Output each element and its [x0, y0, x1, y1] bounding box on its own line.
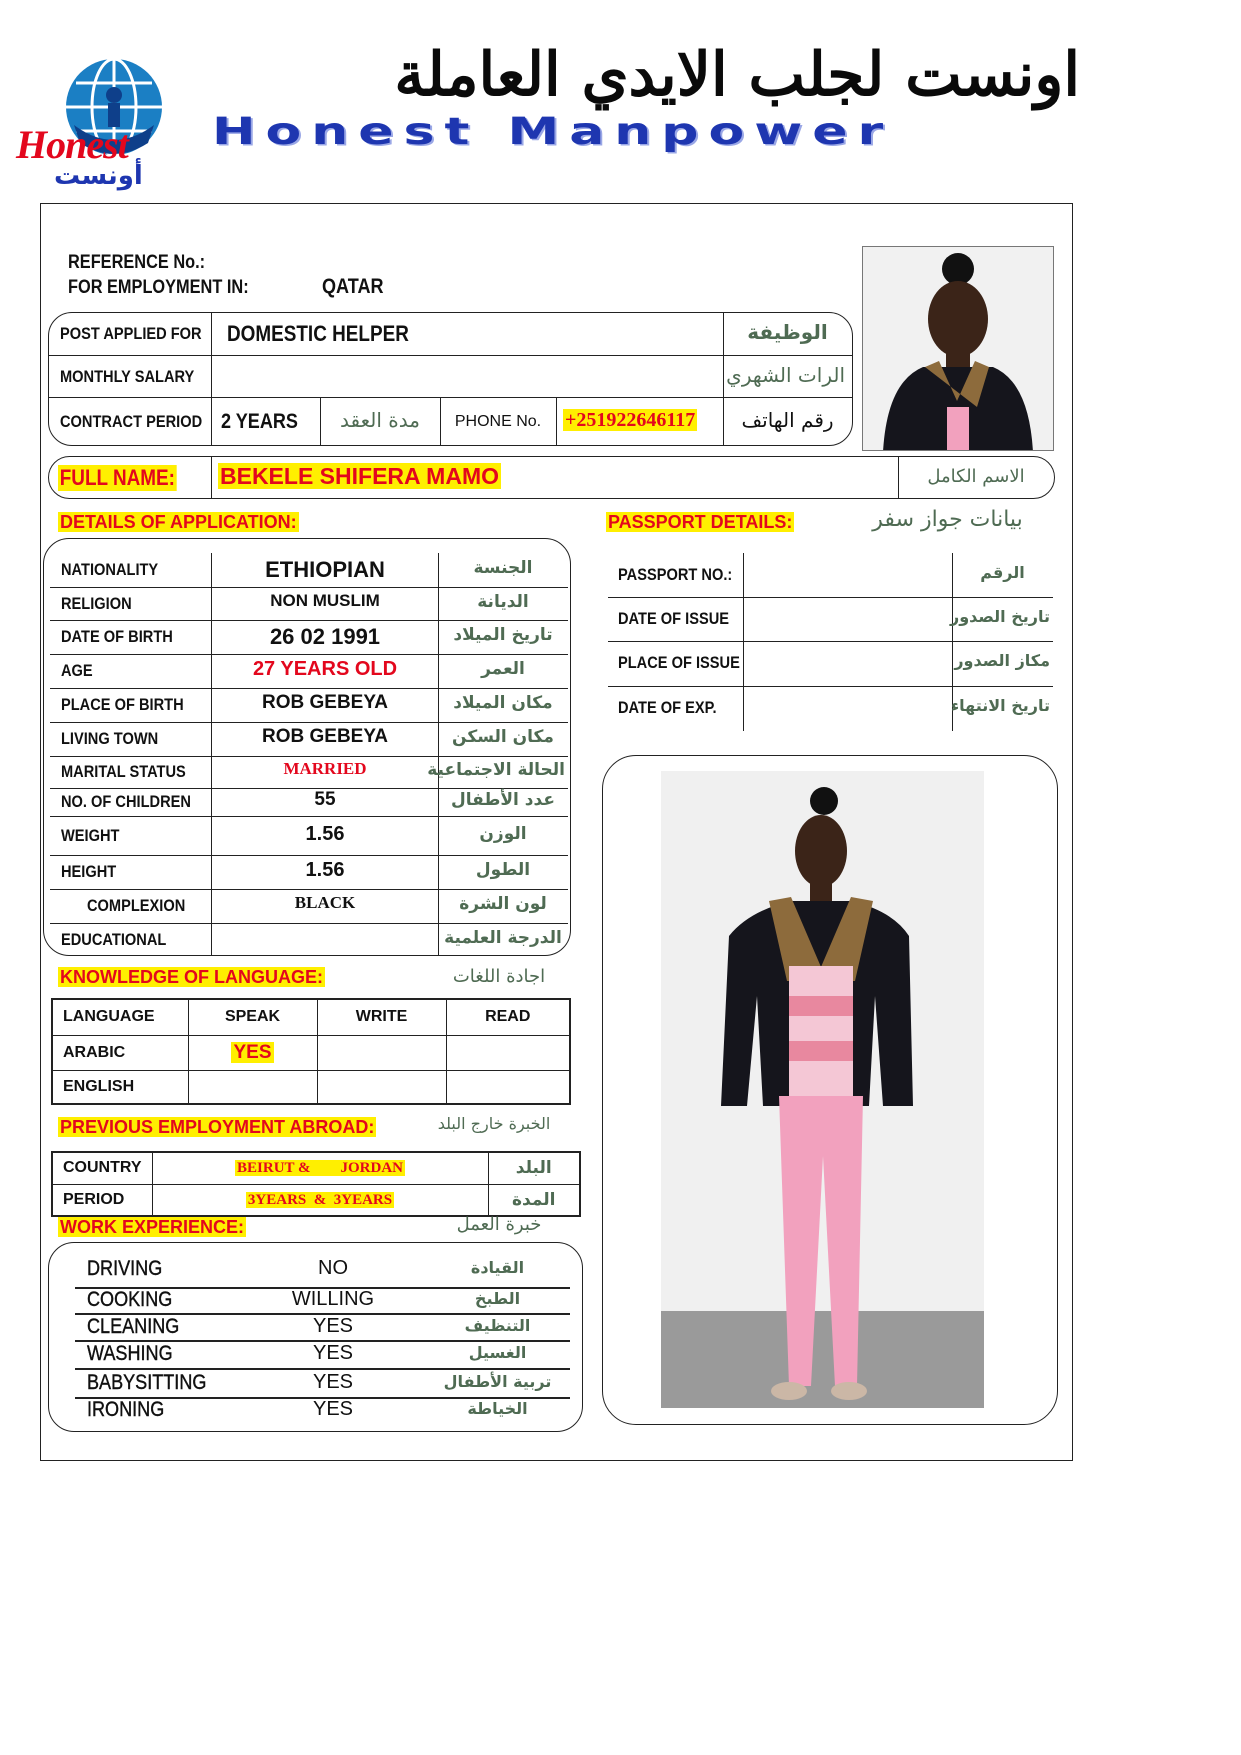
language-english-write [317, 1070, 446, 1104]
work-value: YES [312, 1398, 354, 1420]
details-divider [50, 923, 568, 924]
details-value: ROB GEBEYA [262, 726, 388, 747]
details-label: EDUCATIONAL [61, 929, 167, 949]
passport-label: PASSPORT NO.: [618, 565, 733, 584]
brand-arabic-small: أونست [54, 161, 143, 191]
details-divider [50, 816, 568, 817]
work-ar: القيادة [470, 1258, 525, 1277]
details-value: 26 02 1991 [269, 624, 381, 649]
details-ar: الجنسة [473, 558, 533, 578]
details-value: 27 YEARS OLD [252, 658, 398, 680]
language-col-language: LANGUAGE [52, 999, 188, 1035]
details-label: RELIGION [61, 593, 132, 613]
previous-heading: PREVIOUS EMPLOYMENT ABROAD: [60, 1117, 375, 1137]
work-value: YES [312, 1370, 354, 1393]
work-label: BABYSITTING [87, 1370, 207, 1394]
work-divider [75, 1368, 570, 1370]
work-heading-ar: خبرة العمل [456, 1214, 542, 1235]
work-ar: التنظيف [464, 1315, 531, 1335]
work-ar: الطبخ [474, 1289, 521, 1308]
details-heading: DETAILS OF APPLICATION: [60, 512, 297, 532]
previous-country-ar: البلد [488, 1152, 580, 1184]
previous-period-value: 3YEARS & 3YEARS [247, 1191, 393, 1208]
previous-heading-ar: الخبرة خارج البلد [437, 1114, 551, 1133]
work-ar: الغسيل [468, 1343, 527, 1362]
work-label: WASHING [87, 1342, 173, 1365]
details-label: PLACE OF BIRTH [61, 695, 184, 714]
title-arabic: اونست لجلب الايدي العاملة [394, 40, 1080, 110]
title-english: Honest Manpower [212, 110, 894, 154]
contract-ar: مدة العقد [340, 408, 420, 432]
work-heading-wrap [58, 1217, 246, 1238]
details-label: MARITAL STATUS [61, 762, 186, 781]
passport-ar: تاريخ الصدور [950, 607, 1050, 626]
language-arabic-read [446, 1035, 570, 1070]
language-english-speak [188, 1070, 317, 1104]
work-ar: الخياطة [467, 1399, 528, 1418]
employment-label: FOR EMPLOYMENT IN: [68, 277, 249, 298]
work-label: COOKING [87, 1288, 173, 1311]
details-divider [50, 654, 568, 655]
details-heading-wrap [58, 512, 299, 533]
contract-label: CONTRACT PERIOD [60, 412, 203, 431]
details-divider [50, 587, 568, 588]
full-name-value-wrap [218, 463, 501, 490]
details-value: 1.56 [305, 822, 345, 845]
language-arabic-speak-cell [188, 1035, 317, 1070]
details-ar: مكان السكن [452, 727, 554, 747]
language-row-english: ENGLISH [52, 1070, 188, 1104]
previous-table [51, 1151, 581, 1217]
full-name-label-wrap [58, 465, 196, 491]
previous-country-value: BEIRUT & JORDAN [237, 1160, 404, 1177]
details-divider [50, 688, 568, 689]
logo [14, 55, 194, 195]
details-label: WEIGHT [61, 825, 120, 845]
details-ar: الدرجة العلمية [444, 927, 562, 948]
post-ar: الوظيفة [747, 320, 828, 344]
language-col-write: WRITE [317, 999, 446, 1035]
person-fullbody-icon [661, 771, 984, 1408]
phone-value-wrap [563, 409, 697, 432]
passport-ar: الرقم [980, 563, 1025, 582]
work-value: NO [318, 1257, 348, 1279]
language-arabic-speak: YES [233, 1041, 272, 1063]
details-divider [50, 620, 568, 621]
work-heading: WORK EXPERIENCE: [60, 1217, 245, 1237]
work-label: IRONING [87, 1398, 165, 1421]
details-label: DATE OF BIRTH [61, 627, 173, 646]
details-label: AGE [61, 661, 93, 680]
details-divider [50, 855, 568, 856]
details-ar: الديانة [477, 591, 529, 612]
applicant-photo-small [862, 246, 1054, 451]
previous-period-label: PERIOD [52, 1184, 152, 1216]
language-col-read: READ [446, 999, 570, 1035]
header [0, 0, 1241, 200]
previous-country-label: COUNTRY [52, 1152, 152, 1184]
details-value: BLACK [294, 893, 356, 912]
phone-value: +251922646117 [565, 409, 696, 431]
previous-heading-wrap [58, 1117, 376, 1138]
language-arabic-write [317, 1035, 446, 1070]
details-label: NATIONALITY [61, 560, 159, 579]
details-label: LIVING TOWN [61, 729, 159, 748]
details-divider [50, 889, 568, 890]
details-value: NON MUSLIM [270, 590, 380, 610]
details-ar: لون الشرة [459, 894, 547, 914]
language-table [51, 998, 571, 1105]
previous-period-cell [152, 1184, 488, 1216]
employment-value: QATAR [322, 275, 384, 298]
language-row-arabic: ARABIC [52, 1035, 188, 1070]
passport-heading-wrap [606, 512, 794, 533]
reference-label: REFERENCE No.: [68, 252, 206, 273]
work-label: CLEANING [87, 1314, 180, 1338]
details-ar: العمر [481, 659, 525, 679]
full-name-label: FULL NAME: [59, 465, 175, 490]
details-value: 1.56 [305, 859, 345, 881]
details-ar: الحالة الاجتماعية [427, 760, 565, 780]
full-name-ar: الاسم الكامل [927, 466, 1025, 487]
details-divider [50, 722, 568, 723]
language-heading-wrap [58, 967, 325, 988]
applicant-photo-large [661, 771, 984, 1408]
post-label: POST APPLIED FOR [60, 324, 202, 343]
phone-ar: رقم الهاتف [741, 408, 834, 432]
details-label: HEIGHT [61, 862, 117, 881]
passport-heading-ar: بيانات جواز سفر [872, 507, 1023, 532]
phone-label: PHONE No. [454, 413, 542, 430]
work-ar: تربية الأطفال [443, 1371, 552, 1391]
details-ar: الطول [475, 860, 531, 880]
work-value: YES [312, 1314, 354, 1337]
passport-ar: تاريخ الانتهاء [950, 696, 1050, 715]
salary-ar: الرات الشهري [726, 363, 845, 387]
details-label: COMPLEXION [87, 896, 186, 915]
full-name-value: BEKELE SHIFERA MAMO [220, 463, 499, 489]
person-portrait-icon [863, 247, 1054, 451]
language-heading-ar: اجادة اللغات [452, 966, 546, 987]
passport-divider [608, 686, 1053, 687]
passport-label: DATE OF ISSUE [618, 609, 730, 628]
passport-label: DATE OF EXP. [618, 698, 717, 717]
passport-label: PLACE OF ISSUE [618, 653, 740, 672]
language-english-read [446, 1070, 570, 1104]
brand-latin: Honest [16, 122, 128, 167]
details-ar: تاريخ الميلاد [453, 625, 553, 645]
contract-value: 2 YEARS [221, 410, 298, 433]
work-label: DRIVING [87, 1257, 163, 1280]
language-heading: KNOWLEDGE OF LANGUAGE: [60, 967, 323, 987]
details-label: NO. OF CHILDREN [61, 792, 191, 811]
details-value: 55 [314, 789, 336, 810]
details-value: MARRIED [283, 759, 367, 778]
details-ar: الوزن [479, 823, 527, 844]
post-value: DOMESTIC HELPER [227, 321, 409, 346]
details-value: ROB GEBEYA [262, 692, 388, 713]
work-value: WILLING [291, 1288, 375, 1310]
passport-divider [608, 641, 1053, 642]
previous-period-ar: المدة [488, 1184, 580, 1216]
details-value: ETHIOPIAN [265, 557, 385, 582]
passport-ar: مكاز الصدور [954, 651, 1050, 670]
work-value: YES [312, 1342, 354, 1364]
details-ar: مكان الميلاد [453, 693, 553, 713]
previous-country-cell [152, 1152, 488, 1184]
language-col-speak: SPEAK [188, 999, 317, 1035]
details-ar: عدد الأطفال [451, 790, 555, 810]
details-divider [50, 756, 568, 757]
salary-label: MONTHLY SALARY [60, 367, 195, 386]
passport-divider [608, 597, 1053, 598]
passport-heading: PASSPORT DETAILS: [608, 512, 793, 532]
